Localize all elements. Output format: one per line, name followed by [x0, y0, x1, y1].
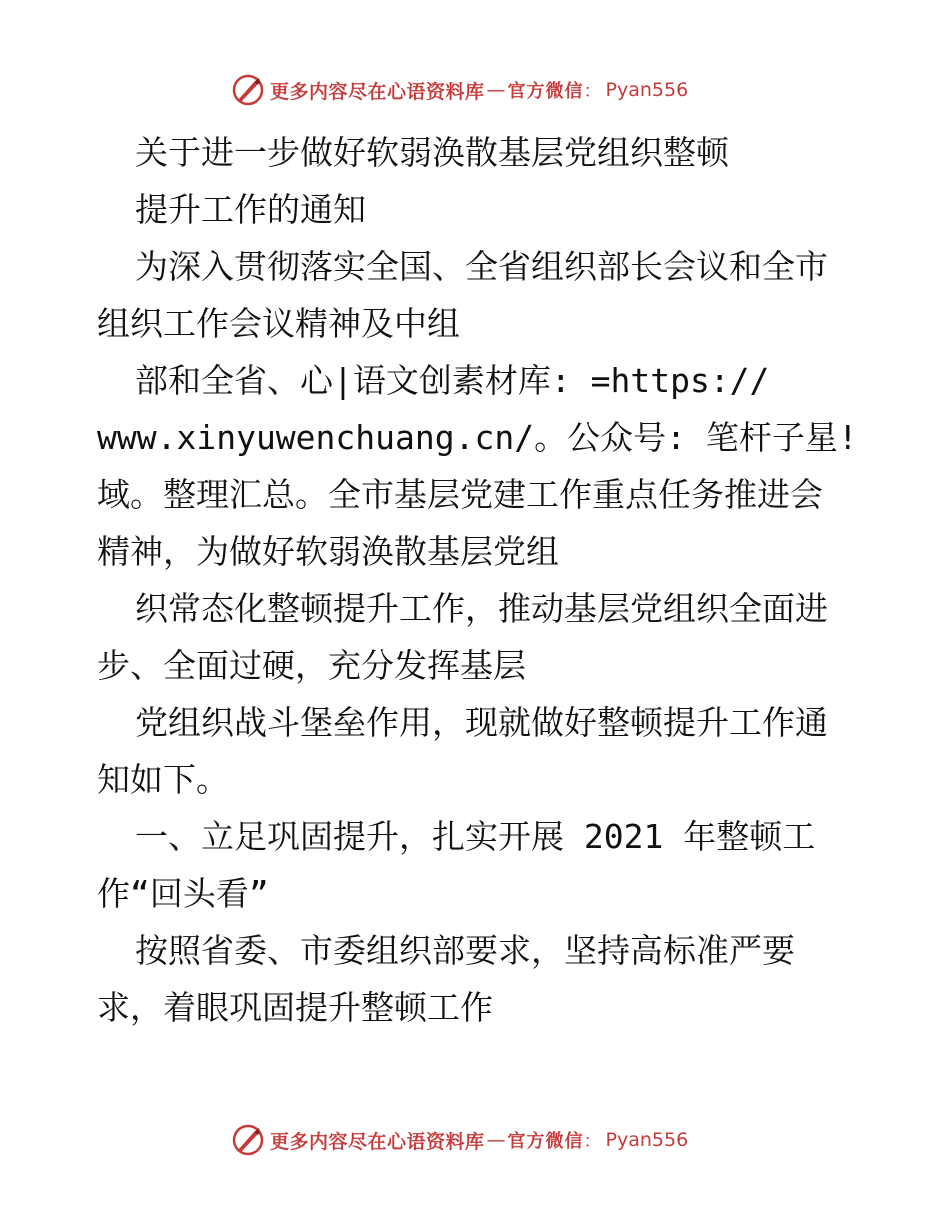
- watermark-separator: —: [486, 79, 506, 101]
- document-body: [97, 124, 887, 1036]
- quill-logo-icon: [232, 1124, 264, 1156]
- paragraph-line: 党组织战斗堡垒作用，现就做好整顿提升工作通: [135, 703, 828, 742]
- document-title-line-1: 关于进一步做好软弱涣散基层党组织整顿: [135, 133, 729, 172]
- watermark-site-text: 更多内容尽在心语资料库: [270, 80, 485, 103]
- paragraph-line: 组织工作会议精神及中组: [97, 304, 460, 343]
- document-title-line-2: 提升工作的通知: [135, 190, 366, 229]
- watermark-wechat-id: Pyan556: [605, 79, 689, 101]
- watermark-wechat-label: 官方微信: [507, 81, 584, 102]
- paragraph-line: www.xinyuwenchuang.cn/。公众号: 笔杆子星!: [97, 418, 858, 457]
- watermark-wechat-id: Pyan556: [605, 1129, 689, 1151]
- watermark-colon: ：: [583, 1131, 602, 1152]
- quill-logo-icon: [232, 74, 264, 106]
- paragraph-line: 求，着眼巩固提升整顿工作: [97, 988, 493, 1027]
- header-watermark: [232, 70, 752, 110]
- watermark-site-text: 更多内容尽在心语资料库: [270, 1130, 485, 1153]
- paragraph-line: 步、全面过硬，充分发挥基层: [97, 646, 526, 685]
- watermark-wechat-label: 官方微信: [507, 1131, 584, 1152]
- paragraph-line: 按照省委、市委组织部要求，坚持高标准严要: [135, 931, 795, 970]
- watermark-colon: ：: [583, 81, 602, 102]
- paragraph-line: 知如下。: [97, 760, 229, 799]
- section-heading-line: 一、立足巩固提升，扎实开展 2021 年整顿工: [135, 817, 816, 856]
- paragraph-line: 精神，为做好软弱涣散基层党组: [97, 532, 559, 571]
- paragraph-line: 部和全省、心|语文创素材库: =https://: [135, 361, 770, 400]
- section-heading-line: 作“回头看”: [97, 874, 269, 913]
- watermark-separator: —: [486, 1129, 506, 1151]
- paragraph-line: 织常态化整顿提升工作，推动基层党组织全面进: [135, 589, 828, 628]
- paragraph-line: 域。整理汇总。全市基层党建工作重点任务推进会: [97, 475, 823, 514]
- footer-watermark: [232, 1120, 752, 1160]
- paragraph-line: 为深入贯彻落实全国、全省组织部长会议和全市: [135, 247, 828, 286]
